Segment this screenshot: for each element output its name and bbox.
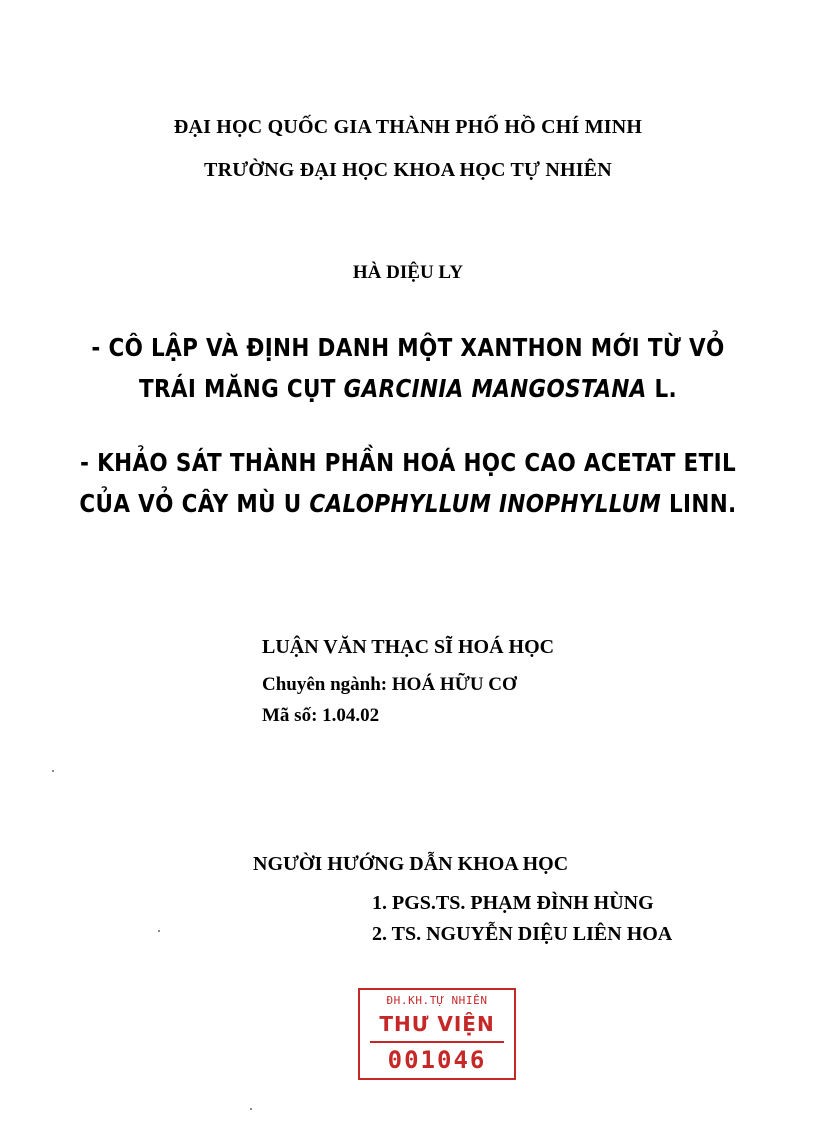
title-1-line-2 — [57, 374, 759, 403]
title-2-line-2 — [57, 489, 759, 518]
university-name: ĐẠI HỌC QUỐC GIA THÀNH PHỐ HỒ CHÍ MINH — [173, 116, 643, 138]
author-name: HÀ DIỆU LY — [352, 262, 464, 283]
title-1-species: GARCINIA MANGOSTANA — [343, 374, 647, 403]
title-1-line-1: - CÔ LẬP VÀ ĐỊNH DANH MỘT XANTHON MỚI TỪ VỎ — [91, 333, 725, 362]
stamp-library-label: THƯ VIỆN — [379, 1012, 495, 1036]
title-2-line-2-text: CỦA VỎ CÂY MÙ U — [79, 489, 310, 518]
title-2-line-2-suffix: LINN. — [661, 489, 737, 518]
thesis-type: LUẬN VĂN THẠC SĨ HOÁ HỌC — [262, 636, 555, 658]
stamp-institution: ĐH.KH.TỰ NHIÊN — [386, 994, 488, 1007]
scan-speck — [158, 930, 160, 932]
faculty-name: TRƯỜNG ĐẠI HỌC KHOA HỌC TỰ NHIÊN — [204, 159, 612, 181]
title-2-line-1: - KHẢO SÁT THÀNH PHẦN HOÁ HỌC CAO ACETAT ETIL — [79, 448, 736, 477]
title-1-line-2-text: TRÁI MĂNG CỤT — [138, 374, 344, 403]
advisor-2: 2. TS. NGUYỄN DIỆU LIÊN HOA — [372, 923, 673, 945]
thesis-code: Mã số: 1.04.02 — [262, 705, 380, 726]
library-stamp — [358, 988, 516, 1080]
scan-speck — [250, 1108, 252, 1110]
stamp-number: 001046 — [387, 1046, 487, 1074]
title-2-species: CALOPHYLLUM INOPHYLLUM — [309, 489, 662, 518]
thesis-specialty: Chuyên ngành: HOÁ HỮU CƠ — [262, 674, 517, 695]
scan-speck — [52, 770, 54, 772]
title-1-line-2-suffix: L. — [646, 374, 678, 403]
advisor-1: 1. PGS.TS. PHẠM ĐÌNH HÙNG — [372, 892, 654, 914]
stamp-divider — [370, 1041, 504, 1043]
advisors-heading: NGƯỜI HƯỚNG DẪN KHOA HỌC — [253, 853, 569, 875]
